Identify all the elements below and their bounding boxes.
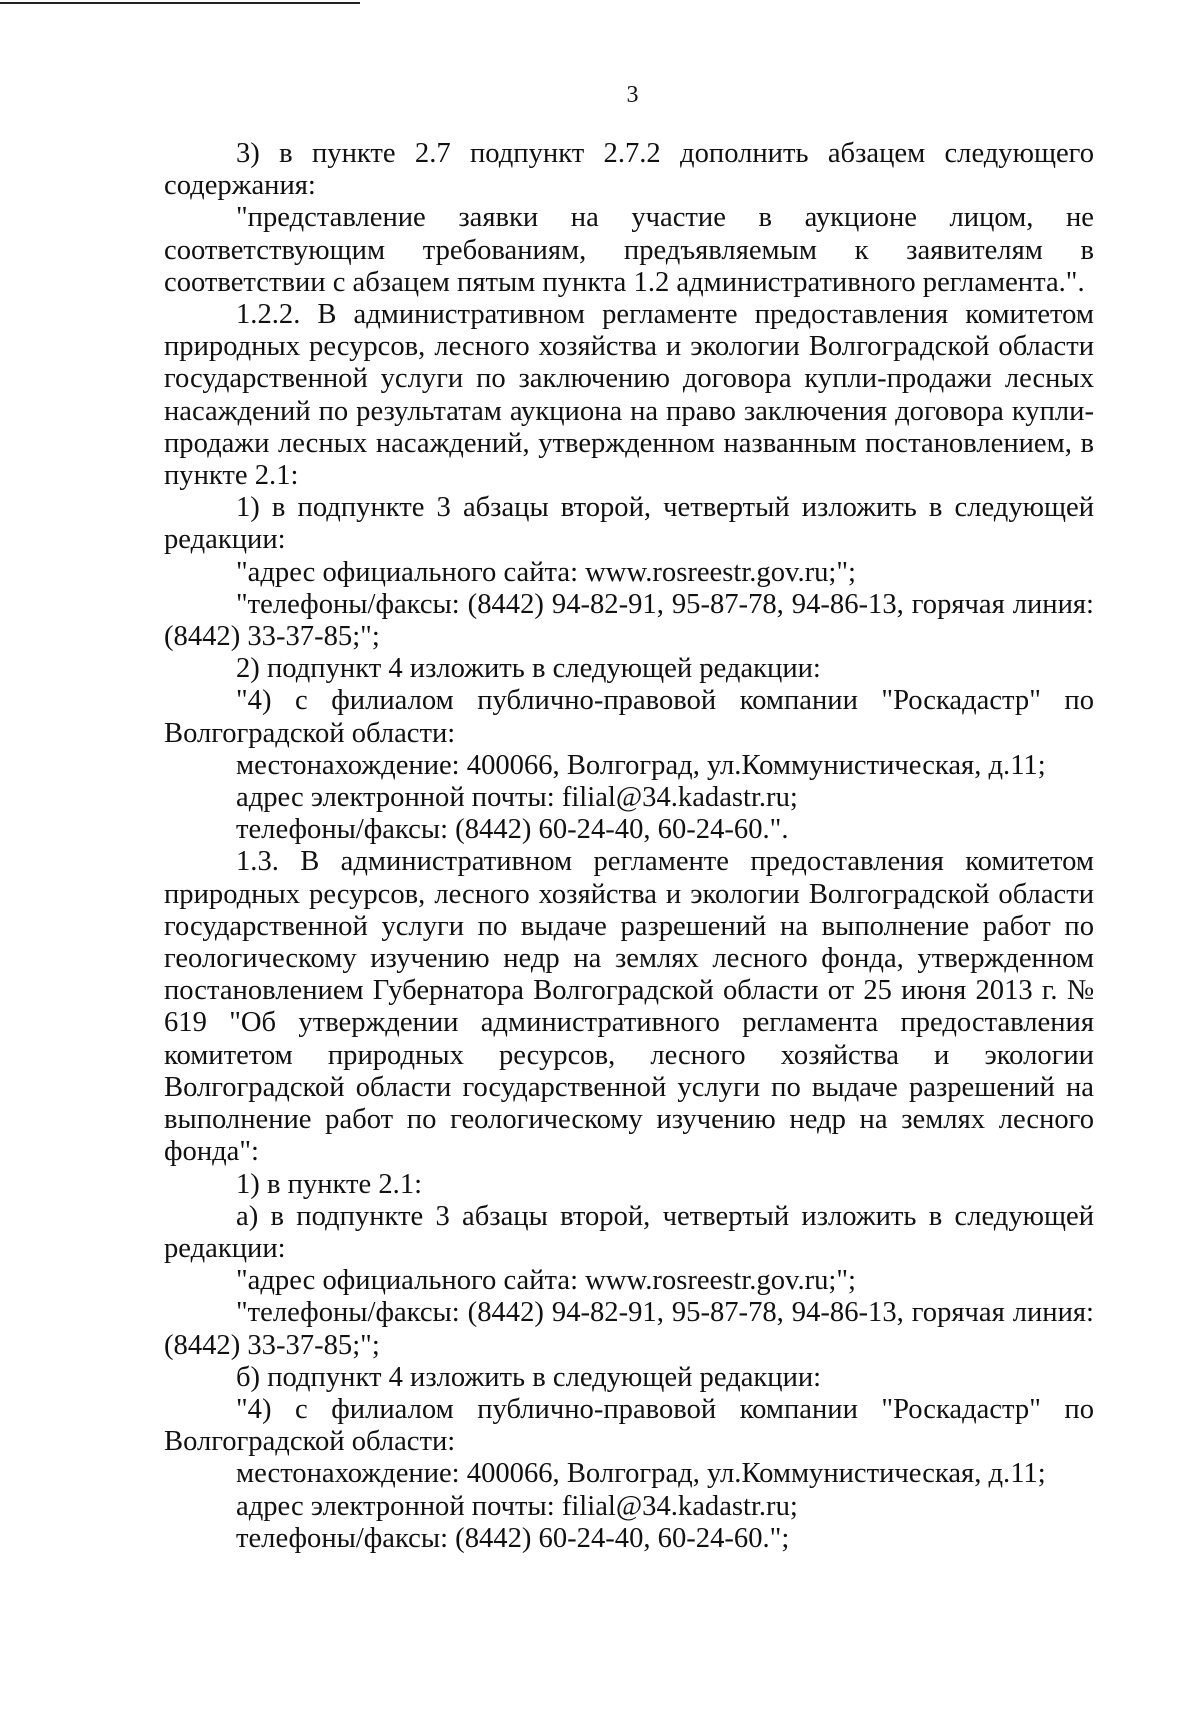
paragraph: а) в подпункте 3 абзацы второй, четвертый изложить в следующей редакции: <box>164 1200 1094 1264</box>
paragraph: 2) подпункт 4 изложить в следующей редакции: <box>236 653 821 685</box>
paragraph: "телефоны/факсы: (8442) 94-82-91, 95-87-78, 94-86-13, горячая линия: (8442) 33-37-85;"; <box>164 1297 1094 1361</box>
paragraph: "4) с филиалом публично-правовой компании "Роскадастр" по Волгоградской области: <box>164 1393 1094 1458</box>
paragraph: "адрес официального сайта: www.rosreestr.gov.ru;"; <box>236 1265 856 1297</box>
paragraph: 1) в пункте 2.1: <box>236 1168 423 1200</box>
page-number: 3 <box>626 82 639 108</box>
paragraph: местонахождение: 400066, Волгоград, ул.Коммунистическая, д.11; <box>236 1458 1046 1490</box>
paragraph: 3) в пункте 2.7 подпункт 2.7.2 дополнить абзацем следующего содержания: <box>164 138 1094 202</box>
scan-edge-rule <box>0 2 360 4</box>
paragraph: телефоны/факсы: (8442) 60-24-40, 60-24-60."; <box>236 1522 790 1554</box>
paragraph: "4) с филиалом публично-правовой компании "Роскадастр" по Волгоградской области: <box>164 685 1094 749</box>
paragraph: 1.2.2. В административном регламенте предоставления комитетом природных ресурсов, лесного хозяйства и экологии Волгоградской области государственной услуги по заключению договора купли-продажи лесных насаждений по результатам аукциона на право заключения договора купли-продажи лесных насаждений, утвержденном названным постановлением, в пункте 2.1: <box>164 299 1094 492</box>
paragraph: местонахождение: 400066, Волгоград, ул.Коммунистическая, д.11; <box>236 749 1046 781</box>
paragraph: телефоны/факсы: (8442) 60-24-40, 60-24-60.". <box>236 814 789 846</box>
document-body <box>164 138 1094 1555</box>
paragraph: "телефоны/факсы: (8442) 94-82-91, 95-87-78, 94-86-13, горячая линия: (8442) 33-37-85;"; <box>164 588 1094 653</box>
paragraph: адрес электронной почты: filial@34.kadastr.ru; <box>236 782 798 814</box>
paragraph: б) подпункт 4 изложить в следующей редакции: <box>236 1361 822 1393</box>
paragraph: "представление заявки на участие в аукционе лицом, не соответствующим требованиям, предъявляемым к заявителям в соответствии с абзацем пятым пункта 1.2 административного регламента.". <box>164 202 1094 298</box>
paragraph: 1.3. В административном регламенте предоставления комитетом природных ресурсов, лесного хозяйства и экологии Волгоградской области государственной услуги по выдаче разрешений на выполнение работ по геологическому изучению недр на землях лесного фонда, утвержденном постановлением Губернатора Волгоградской области от 25 июня 2013 г. № 619 "Об утверждении административного регламента предоставления комитетом природных ресурсов, лесного хозяйства и экологии Волгоградской области государственной услуги по выдаче разрешений на выполнение работ по геологическому изучению недр на землях лесного фонда": <box>164 846 1094 1168</box>
paragraph: "адрес официального сайта: www.rosreestr.gov.ru;"; <box>236 556 856 588</box>
paragraph: 1) в подпункте 3 абзацы второй, четвертый изложить в следующей редакции: <box>164 492 1094 556</box>
paragraph: адрес электронной почты: filial@34.kadastr.ru; <box>236 1490 798 1522</box>
